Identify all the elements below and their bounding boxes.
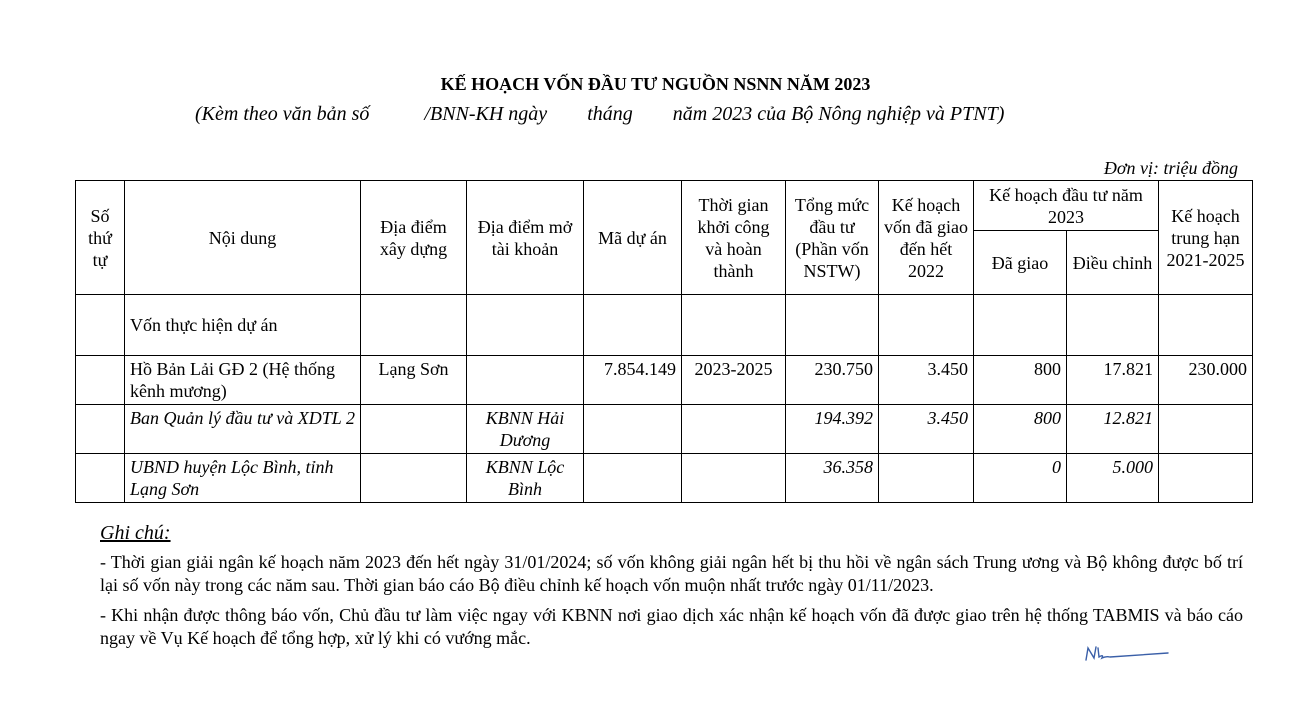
cell-dia-diem-xd <box>361 405 467 454</box>
note-item: - Thời gian giải ngân kế hoạch năm 2023 đến hết ngày 31/01/2024; số vốn không giải ngân hết bị thu hồi về ngân sách Trung ương và Bộ không được bố trí lại số vốn này trong các năm sau. Thời gian báo cáo Bộ điều chỉnh kế hoạch vốn muộn nhất trước ngày 01/11/2023. <box>100 552 1243 595</box>
cell-stt <box>76 356 125 405</box>
cell-dieu-chinh: 12.821 <box>1067 405 1159 454</box>
cell-dia-diem-tk <box>467 356 584 405</box>
signature-mark <box>1082 642 1172 666</box>
cell-stt <box>76 405 125 454</box>
header-trung-han: Kế hoạch trung hạn 2021-2025 <box>1159 181 1253 295</box>
group-label: Vốn thực hiện dự án <box>125 295 361 356</box>
cell-tong-muc: 230.750 <box>786 356 879 405</box>
header-thoi-gian: Thời gian khởi công và hoàn thành <box>682 181 786 295</box>
cell-da-giao: 800 <box>974 356 1067 405</box>
investment-plan-table <box>75 180 1253 503</box>
cell-dieu-chinh: 17.821 <box>1067 356 1159 405</box>
header-da-giao: Đã giao <box>974 231 1067 295</box>
cell-noi-dung: Ban Quản lý đầu tư và XDTL 2 <box>125 405 361 454</box>
header-noi-dung: Nội dung <box>125 181 361 295</box>
header-ke-hoach-2023: Kế hoạch đầu tư năm 2023 <box>974 181 1159 231</box>
cell-noi-dung: Hồ Bản Lải GĐ 2 (Hệ thống kênh mương) <box>125 356 361 405</box>
cell-ma-du-an <box>584 454 682 503</box>
cell-ke-hoach-da-giao: 3.450 <box>879 405 974 454</box>
header-tong-muc: Tổng mức đầu tư (Phần vốn NSTW) <box>786 181 879 295</box>
cell-dieu-chinh: 5.000 <box>1067 454 1159 503</box>
table-row <box>76 356 1253 405</box>
header-stt: Số thứ tự <box>76 181 125 295</box>
cell-dia-diem-xd <box>361 454 467 503</box>
header-ke-hoach-da-giao: Kế hoạch vốn đã giao đến hết 2022 <box>879 181 974 295</box>
cell-da-giao: 800 <box>974 405 1067 454</box>
cell-dia-diem-tk: KBNN Lộc Bình <box>467 454 584 503</box>
header-dia-diem-xd: Địa điểm xây dựng <box>361 181 467 295</box>
unit-label: Đơn vị: triệu đồng <box>1103 158 1238 178</box>
cell-ke-hoach-da-giao: 3.450 <box>879 356 974 405</box>
cell-thoi-gian: 2023-2025 <box>682 356 786 405</box>
cell-ke-hoach-da-giao <box>879 454 974 503</box>
cell-noi-dung: UBND huyện Lộc Bình, tỉnh Lạng Sơn <box>125 454 361 503</box>
cell-dia-diem-tk: KBNN Hải Dương <box>467 405 584 454</box>
cell-tong-muc: 194.392 <box>786 405 879 454</box>
note-item: - Khi nhận được thông báo vốn, Chủ đầu tư làm việc ngay với KBNN nơi giao dịch xác nhận kế hoạch vốn đã được giao trên hệ thống TABMIS và báo cáo ngay về Vụ Kế hoạch để tổng hợp, xử lý khi có vướng mắc. <box>100 605 1243 648</box>
cell-dia-diem-xd: Lạng Sơn <box>361 356 467 405</box>
document-title: KẾ HOẠCH VỐN ĐẦU TƯ NGUỒN NSNN NĂM 2023 <box>440 74 871 94</box>
table-row <box>76 454 1253 503</box>
notes-heading: Ghi chú: <box>100 522 171 544</box>
cell-trung-han: 230.000 <box>1159 356 1253 405</box>
group-row <box>76 295 1253 356</box>
cell-stt <box>76 454 125 503</box>
cell-ma-du-an <box>584 405 682 454</box>
cell-ma-du-an: 7.854.149 <box>584 356 682 405</box>
header-ma-du-an: Mã dự án <box>584 181 682 295</box>
document-subtitle: (Kèm theo văn bản số /BNN-KH ngày tháng năm 2023 của Bộ Nông nghiệp và PTNT) <box>195 103 1005 125</box>
cell-trung-han <box>1159 405 1253 454</box>
cell-tong-muc: 36.358 <box>786 454 879 503</box>
cell-da-giao: 0 <box>974 454 1067 503</box>
cell-thoi-gian <box>682 405 786 454</box>
cell-thoi-gian <box>682 454 786 503</box>
header-dieu-chinh: Điều chỉnh <box>1067 231 1159 295</box>
header-dia-diem-tk: Địa điểm mở tài khoản <box>467 181 584 295</box>
cell-trung-han <box>1159 454 1253 503</box>
table-row <box>76 405 1253 454</box>
